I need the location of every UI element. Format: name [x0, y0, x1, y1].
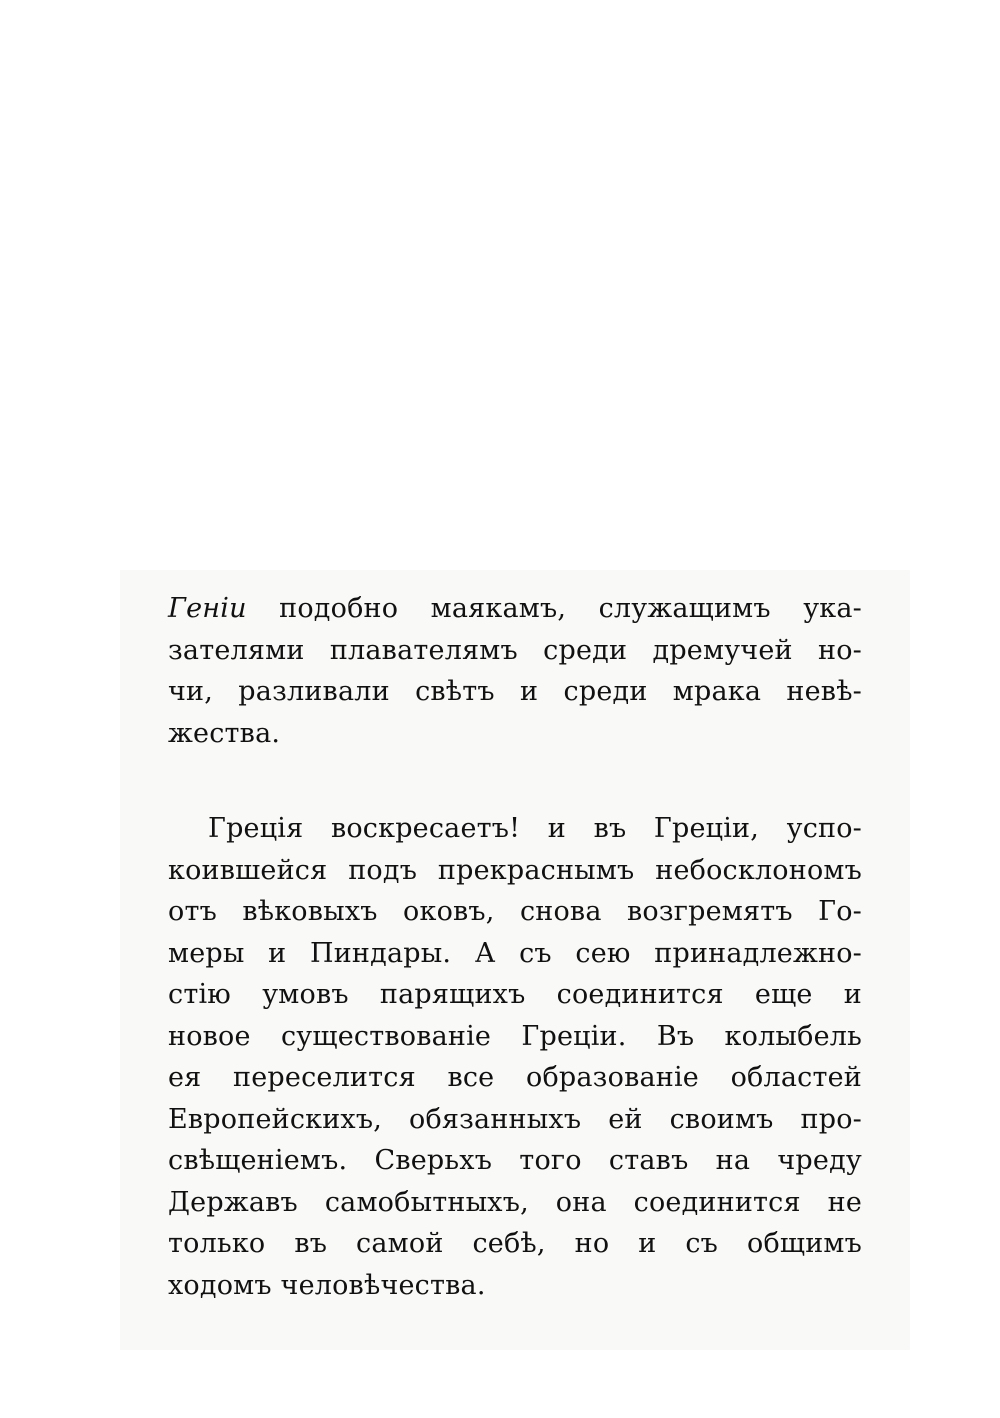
italic-lead-word: Генiи — [168, 593, 247, 624]
text-column — [168, 588, 862, 1306]
text-line — [168, 588, 862, 630]
text-line: чи, разливали свѣтъ и среди мрака невѣ- — [168, 676, 862, 707]
text-line: новое существованiе Грецiи. Въ колыбель — [168, 1020, 862, 1052]
paragraph-1 — [168, 588, 862, 754]
text-line: ходомъ человѣчества. — [168, 1269, 486, 1301]
text-line: Державъ самобытныхъ, она соединится не — [168, 1186, 862, 1218]
paragraph-2 — [168, 808, 862, 1306]
text-line: ея переселится все образованiе областей — [168, 1062, 862, 1093]
text-line: Грецiя воскресаетъ! и въ Грецiи, успо- — [208, 813, 862, 844]
paragraph-gap — [168, 754, 862, 808]
text-line: меры и Пиндары. А съ сею принадлежно- — [168, 937, 862, 969]
text-line: Европейскихъ, обязанныхъ ей своимъ про- — [168, 1103, 862, 1135]
text-line: коившейся подъ прекраснымъ небосклономъ — [168, 854, 862, 886]
text-line: жества. — [168, 717, 281, 749]
text-line: отъ вѣковыхъ оковъ, снова возгремятъ Го- — [168, 896, 862, 927]
text-line: стiю умовъ парящихъ соединится еще и — [168, 979, 862, 1010]
text-line: свѣщенiемъ. Сверьхъ того ставъ на чреду — [168, 1145, 862, 1176]
text-line: зателями плавателямъ среди дремучей но- — [168, 634, 862, 666]
line-text: подобно маякамъ, служащимъ ука- — [246, 593, 862, 624]
text-line: только въ самой себѣ, но и съ общимъ — [168, 1228, 862, 1259]
